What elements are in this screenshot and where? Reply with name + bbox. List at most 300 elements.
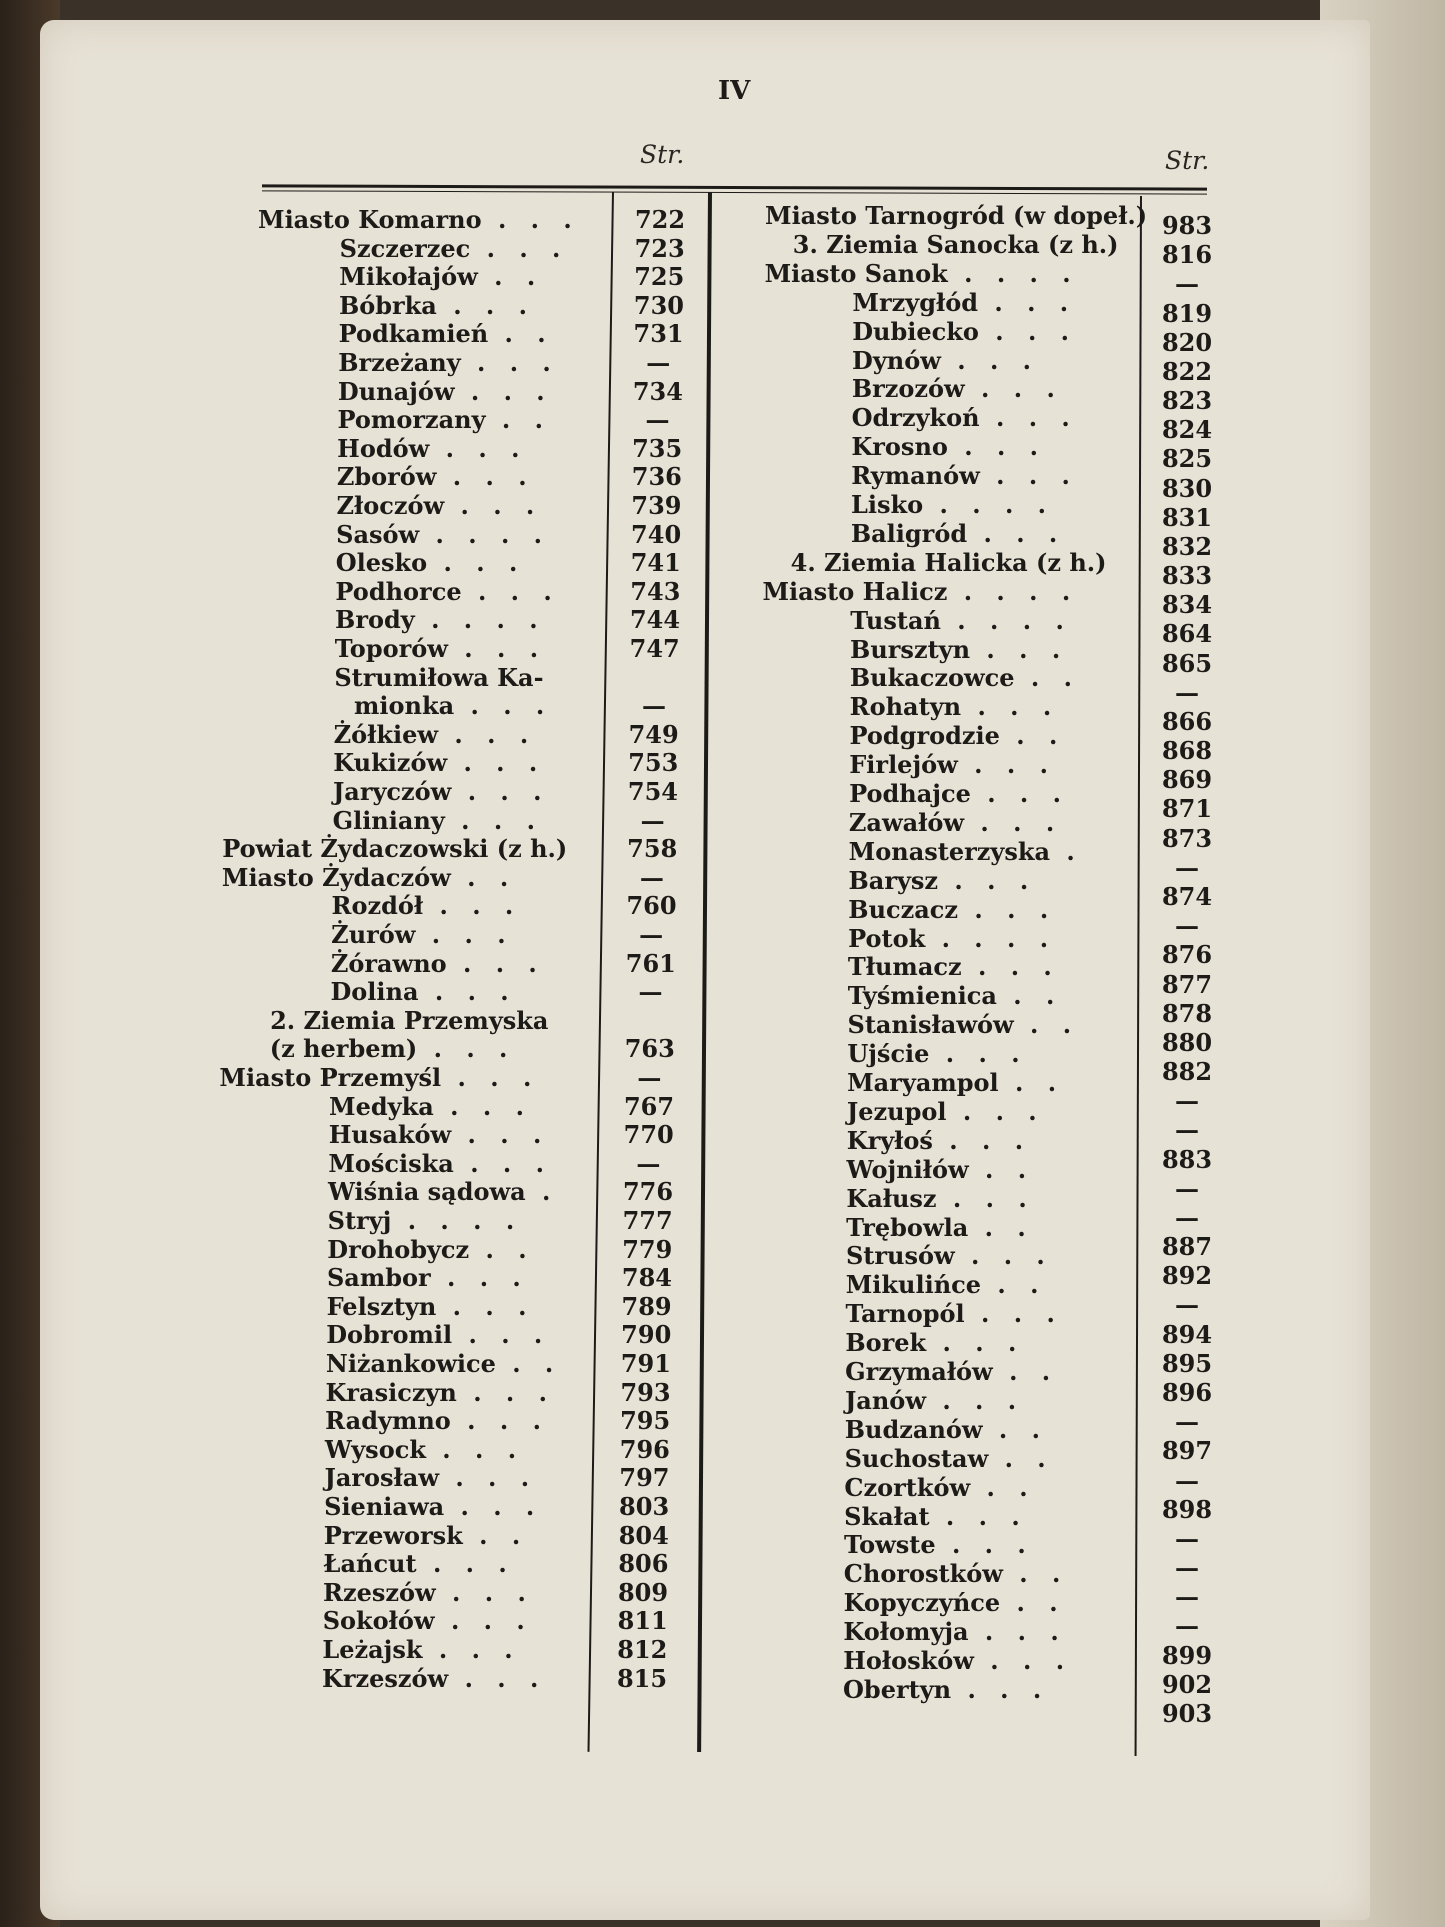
place-name: Dynów: [852, 345, 941, 375]
place-name: Mikulińce: [845, 1270, 982, 1300]
leader-dots: . .: [485, 405, 551, 435]
place-name: 2. Ziemia Przemyska: [270, 1005, 549, 1035]
leader-dots: . . .: [954, 1241, 1053, 1271]
page-reference: 763: [624, 1034, 675, 1064]
leader-dots: . . .: [441, 1063, 540, 1092]
leader-dots: . .: [988, 1443, 1054, 1473]
page-reference: 816: [1161, 240, 1213, 270]
leader-dots: . .: [968, 1154, 1035, 1184]
page-reference: 722: [634, 205, 686, 234]
place-name: Ujście: [847, 1039, 930, 1069]
place-name: Krosno: [851, 432, 948, 462]
place-name: Zawałów: [848, 807, 965, 837]
page-reference: —: [1175, 1086, 1199, 1116]
place-name: Żurów: [331, 920, 416, 949]
index-entry: [339, 292, 535, 320]
page-reference: 789: [621, 1291, 672, 1321]
page-reference: 806: [618, 1549, 669, 1579]
leader-dots: . . . .: [923, 490, 1055, 519]
index-entry: [337, 463, 535, 491]
page-reference: —: [1175, 1115, 1199, 1145]
index-entry: [335, 635, 546, 663]
page-reference: 725: [634, 262, 685, 292]
page-reference: 777: [622, 1206, 673, 1235]
index-entry: [850, 693, 1060, 721]
leader-dots: . .: [450, 862, 517, 892]
place-name: Grzymałów: [845, 1357, 993, 1386]
leader-dots: . .: [469, 1234, 535, 1264]
page-reference: 815: [616, 1663, 668, 1693]
leader-dots: . . .: [961, 952, 1060, 982]
place-name: Medyka: [329, 1091, 434, 1121]
place-name: mionka: [354, 691, 455, 721]
leader-dots: . . .: [446, 948, 545, 978]
leader-dots: . .: [982, 1414, 1048, 1444]
index-entry: [845, 1358, 1058, 1386]
page-reference: 895: [1161, 1348, 1213, 1378]
place-name: Kopyczyńce: [843, 1588, 1001, 1618]
index-entry: [333, 807, 543, 835]
leader-dots: . . .: [964, 1299, 1063, 1329]
place-name: Suchostaw: [844, 1443, 989, 1473]
index-entry: [331, 950, 545, 978]
place-name: Pomorzany: [337, 405, 486, 435]
page-reference: 868: [1161, 736, 1213, 766]
leader-dots: . . .: [961, 692, 1060, 722]
index-entry: [325, 1436, 524, 1464]
page-reference: 760: [626, 891, 677, 921]
place-name: Olesko: [335, 548, 428, 578]
page-reference: —: [636, 1148, 661, 1178]
place-name: Złoczów: [336, 491, 445, 520]
leader-dots: . . .: [450, 1406, 549, 1436]
index-entry: [849, 722, 1065, 750]
leader-dots: . .: [998, 1068, 1065, 1097]
place-name: Firlejów: [849, 750, 958, 780]
index-entry: [335, 578, 559, 606]
index-entry: [324, 1464, 537, 1492]
leader-dots: . . .: [940, 345, 1040, 375]
place-name: Stanisławów: [847, 1010, 1014, 1040]
index-entry: [333, 778, 550, 806]
leader-dots: . . .: [452, 1320, 551, 1350]
page-reference: 894: [1161, 1319, 1213, 1349]
leader-dots: . . .: [454, 376, 553, 406]
place-name: Tłumacz: [847, 952, 962, 982]
index-entry: [332, 892, 522, 920]
place-name: Barysz: [848, 865, 939, 895]
page-reference: 899: [1161, 1640, 1213, 1670]
page-reference: 887: [1161, 1232, 1213, 1262]
index-entry: [339, 263, 543, 291]
index-entry: [325, 1407, 549, 1435]
index-entry: [327, 1264, 529, 1292]
leader-dots: . . .: [925, 1385, 1025, 1415]
place-name: Hołosków: [843, 1646, 974, 1675]
index-entry: [791, 549, 1107, 577]
index-entry: [336, 521, 550, 549]
page-reference: 740: [631, 519, 682, 549]
leader-dots: . . .: [481, 205, 580, 234]
place-name: Sokołów: [322, 1606, 435, 1636]
leader-dots: . . .: [973, 1646, 1073, 1675]
page-reference: 790: [621, 1320, 672, 1350]
page-reference: 882: [1161, 1057, 1213, 1087]
place-name: Chorostków: [843, 1559, 1003, 1589]
index-entry: [851, 520, 1065, 548]
page-reference: 903: [1161, 1698, 1213, 1728]
page-reference: —: [1175, 911, 1199, 941]
place-name: Jezupol: [846, 1096, 947, 1126]
place-name: Radymno: [325, 1406, 451, 1436]
place-name: Trębowla: [846, 1212, 969, 1242]
place-name: Dolina: [330, 977, 419, 1007]
index-entry: [848, 953, 1060, 981]
index-entry: [338, 349, 559, 377]
place-name: Sasów: [336, 519, 420, 549]
index-entry: [852, 404, 1078, 432]
index-entry: [852, 289, 1076, 317]
place-name: Tarnopól: [845, 1299, 965, 1329]
index-entry: [322, 1636, 520, 1664]
place-name: Wiśnia sądowa: [328, 1177, 526, 1207]
index-entry: [334, 721, 537, 749]
page-reference: 880: [1161, 1027, 1213, 1057]
page-reference: 877: [1161, 969, 1213, 999]
index-entry: [333, 749, 545, 777]
page-reference: 730: [633, 290, 684, 320]
place-name: Jarosław: [324, 1463, 439, 1493]
page-reference: 823: [1161, 386, 1213, 416]
page-reference: 831: [1161, 502, 1213, 532]
index-entry: [849, 780, 1069, 808]
leader-dots: . . .: [926, 1328, 1025, 1358]
leader-dots: . . .: [436, 290, 535, 320]
place-name: 3. Ziemia Sanocka (z h.): [792, 229, 1119, 259]
place-name: Stryj: [327, 1206, 392, 1235]
leader-dots: . . .: [936, 1183, 1035, 1213]
leader-dots: . . .: [978, 287, 1077, 317]
place-name: Żółkiew: [333, 719, 439, 749]
place-name: Baligród: [850, 518, 968, 548]
place-name: Borek: [845, 1328, 927, 1358]
page-reference: 796: [619, 1434, 670, 1464]
leader-dots: . . .: [946, 1096, 1045, 1126]
place-name: Sambor: [326, 1263, 431, 1293]
leader-dots: . . .: [929, 1039, 1028, 1069]
leader-dots: . .: [981, 1270, 1047, 1300]
place-name: Brzeżany: [338, 348, 461, 377]
leader-dots: . . .: [938, 865, 1037, 895]
place-name: Leżajsk: [322, 1635, 423, 1664]
page-reference: 865: [1161, 648, 1213, 678]
place-name: Podgrodzie: [849, 721, 1000, 751]
index-entry: [329, 1093, 532, 1121]
leader-dots: . . .: [460, 348, 559, 377]
place-name: Monasterzyska: [848, 836, 1051, 866]
page-reference: 898: [1161, 1494, 1213, 1524]
index-entry: [846, 1300, 1063, 1328]
place-name: Kukizów: [333, 748, 448, 778]
page-reference: 811: [617, 1606, 668, 1636]
leader-dots: . .: [992, 1357, 1059, 1386]
leader-dots: . . .: [951, 1674, 1050, 1704]
leader-dots: . . .: [415, 920, 514, 949]
page-reference: —: [639, 920, 664, 949]
index-entry: [338, 406, 551, 434]
place-name: Przeworsk: [323, 1520, 463, 1550]
place-name: Miasto Komarno: [258, 205, 482, 234]
index-entry: [849, 751, 1056, 779]
page-reference: 820: [1161, 327, 1213, 357]
place-name: Mrzygłód: [852, 287, 978, 317]
index-entry: [847, 1156, 1035, 1184]
leader-dots: . . .: [448, 1663, 547, 1693]
page-reference: 791: [620, 1349, 671, 1378]
index-entry: [270, 1035, 516, 1063]
leader-dots: . . .: [447, 748, 546, 778]
page-reference: —: [1175, 1173, 1199, 1203]
leader-dots: . . .: [968, 1617, 1067, 1647]
leader-dots: . . .: [451, 1120, 550, 1150]
leader-dots: . . . .: [419, 519, 551, 549]
page-reference: 983: [1161, 211, 1213, 240]
place-name: Zborów: [336, 462, 437, 492]
page-reference: —: [639, 862, 664, 892]
index-entry: [222, 835, 567, 863]
page-reference: 812: [617, 1635, 668, 1664]
page-reference: 743: [630, 576, 681, 606]
index-entry: [328, 1207, 523, 1235]
place-name: Miasto Sanok: [764, 258, 948, 288]
place-name: Lisko: [851, 490, 924, 519]
page-reference: —: [1175, 1290, 1199, 1320]
leader-dots: . .: [1014, 663, 1080, 693]
page-reference: 804: [618, 1520, 669, 1550]
page-reference: 776: [622, 1177, 674, 1207]
leader-dots: . .: [477, 262, 544, 292]
index-entry: [845, 1416, 1048, 1444]
index-entry: [765, 260, 1079, 288]
index-entry: [324, 1522, 528, 1550]
place-name: Drohobycz: [327, 1234, 470, 1264]
index-entry: [326, 1379, 555, 1407]
place-name: Toporów: [334, 634, 448, 663]
index-entry: [327, 1293, 535, 1321]
index-entry: [329, 1121, 550, 1149]
page-reference: —: [637, 1063, 662, 1092]
page-reference: 754: [627, 777, 678, 806]
index-entry: [851, 433, 1046, 461]
place-name: Miasto Tarnogród (w dopeł.): [765, 201, 1148, 230]
place-name: 4. Ziemia Halicka (z h.): [790, 547, 1107, 577]
index-entry: [338, 378, 553, 406]
place-name: Czortków: [844, 1472, 971, 1502]
page-reference: —: [640, 805, 665, 835]
leader-dots: . . .: [423, 891, 522, 921]
index-entry: [848, 982, 1063, 1010]
index-entry: [849, 838, 1083, 866]
page-reference: 878: [1161, 998, 1213, 1028]
leader-dots: . . .: [957, 750, 1056, 780]
leader-dots: . . .: [932, 1125, 1032, 1155]
place-name: Skałat: [844, 1501, 930, 1531]
index-entry: [330, 978, 516, 1006]
page-reference: —: [1175, 1202, 1199, 1232]
index-entry: [845, 1387, 1024, 1415]
index-entry: [328, 1150, 552, 1178]
place-name: Podhajce: [849, 779, 971, 808]
leader-dots: .: [525, 1177, 559, 1207]
place-name: Dunajów: [337, 376, 455, 406]
leader-dots: . . . .: [940, 605, 1072, 635]
index-entry: [844, 1503, 1028, 1531]
place-name: Potok: [848, 923, 926, 953]
place-name: Krzeszów: [322, 1663, 449, 1693]
leader-dots: . .: [495, 1349, 562, 1378]
page-reference: 736: [631, 462, 682, 492]
index-entry: [852, 318, 1077, 346]
page-reference: —: [1175, 1553, 1199, 1583]
index-entry: [324, 1493, 542, 1521]
place-name: Żórawno: [330, 948, 447, 978]
place-name: Jaryczów: [332, 777, 452, 806]
leader-dots: . . .: [438, 1463, 538, 1493]
place-name: Obertyn: [843, 1674, 952, 1704]
page-reference: 741: [630, 548, 681, 578]
leader-dots: . .: [1013, 1010, 1080, 1040]
leader-dots: . .: [970, 1472, 1036, 1502]
place-name: Hodów: [337, 433, 430, 463]
page-reference: 869: [1161, 765, 1213, 795]
index-entry: [844, 1531, 1034, 1559]
index-entry: [323, 1607, 533, 1635]
leader-dots: . . .: [425, 1434, 525, 1464]
index-entry: [845, 1445, 1054, 1473]
index-entry: [847, 1098, 1045, 1126]
index-entry: [337, 435, 527, 463]
place-name: Sieniawa: [324, 1492, 445, 1521]
index-entry: [793, 231, 1119, 259]
place-name: Gliniany: [332, 805, 445, 835]
page-reference: 735: [632, 433, 683, 463]
leader-dots: . . .: [417, 1034, 516, 1064]
leader-dots: . . .: [436, 1291, 535, 1321]
page-reference: 873: [1161, 823, 1213, 853]
place-name: Rymanów: [851, 461, 980, 491]
page-reference: 834: [1161, 590, 1213, 620]
index-entry: [846, 1185, 1034, 1213]
index-entry: [219, 1064, 539, 1092]
leader-dots: . . .: [979, 403, 1078, 433]
index-entry: [340, 235, 569, 263]
place-name: Podhorce: [335, 576, 462, 606]
page-reference: 744: [629, 605, 681, 635]
page-reference: —: [646, 348, 671, 377]
index-entry: [847, 1040, 1027, 1068]
page-reference: 830: [1161, 473, 1213, 503]
place-name: Podkamień: [338, 319, 489, 349]
page-reference: 809: [617, 1577, 669, 1607]
leader-dots: . .: [968, 1212, 1034, 1242]
leader-dots: . . .: [970, 634, 1069, 664]
place-name: Brody: [335, 605, 415, 635]
index-entry: [765, 202, 1147, 230]
index-entry: [848, 1011, 1080, 1039]
leader-dots: . . .: [429, 433, 528, 463]
place-name: Strusów: [845, 1241, 955, 1271]
index-entry: [327, 1236, 534, 1264]
index-entry: [852, 375, 1063, 403]
index-entry: [851, 462, 1078, 490]
index-entry: [844, 1589, 1066, 1617]
leader-dots: . . .: [453, 1148, 552, 1178]
leader-dots: . . .: [967, 518, 1066, 548]
page-reference: —: [1175, 1523, 1199, 1553]
page-reference: 822: [1161, 356, 1213, 386]
page-reference: 793: [620, 1377, 671, 1407]
leader-dots: . . .: [935, 1530, 1034, 1560]
index-entry: [762, 578, 1078, 606]
page-reference: 749: [628, 719, 679, 749]
page-reference: —: [1175, 677, 1199, 707]
leader-dots: . . .: [456, 1377, 555, 1407]
place-name: Szczerzec: [339, 233, 471, 263]
place-name: Wojniłów: [846, 1154, 969, 1184]
page-reference: —: [1175, 1611, 1199, 1641]
leader-dots: . . .: [454, 691, 553, 721]
place-name: Miasto Halicz: [762, 576, 948, 606]
page-reference: 832: [1161, 531, 1213, 561]
leader-dots: . . . .: [947, 576, 1079, 606]
place-name: Mikołajów: [339, 262, 478, 292]
place-name: Strumiłowa Ka-: [334, 662, 544, 692]
index-entry: [846, 1214, 1034, 1242]
page-reference: 892: [1161, 1261, 1213, 1291]
leader-dots: . . .: [979, 461, 1078, 491]
index-entry: [270, 1007, 548, 1035]
page-reference: 761: [625, 948, 676, 978]
index-entry: [336, 549, 526, 577]
index-entry: [852, 347, 1039, 375]
page-reference: 731: [633, 319, 684, 349]
page-reference: 803: [619, 1492, 670, 1521]
page-reference: 876: [1161, 940, 1213, 970]
place-name: Husaków: [328, 1120, 452, 1150]
place-name: Tustań: [850, 605, 941, 635]
index-entry: [339, 320, 554, 348]
leader-dots: . .: [1000, 1588, 1066, 1618]
page-reference: —: [1175, 1465, 1199, 1495]
leader-dots: . .: [996, 981, 1063, 1011]
index-entry: [846, 1242, 1053, 1270]
index-entry: [845, 1329, 1024, 1357]
page-reference: 747: [629, 634, 680, 663]
page-reference: —: [638, 977, 663, 1007]
index-entry: [326, 1350, 561, 1378]
index-entry: [846, 1271, 1047, 1299]
index-entry: [334, 664, 543, 692]
index-entry: [258, 206, 580, 234]
leader-dots: . . .: [430, 1263, 529, 1293]
index-entry: [335, 606, 546, 634]
leader-dots: . . .: [447, 634, 547, 663]
index-entry: [323, 1579, 534, 1607]
leader-dots: . . .: [947, 432, 1047, 462]
page-reference: —: [1175, 269, 1199, 299]
leader-dots: . . .: [435, 1577, 534, 1607]
leader-dots: . . . .: [414, 605, 546, 635]
